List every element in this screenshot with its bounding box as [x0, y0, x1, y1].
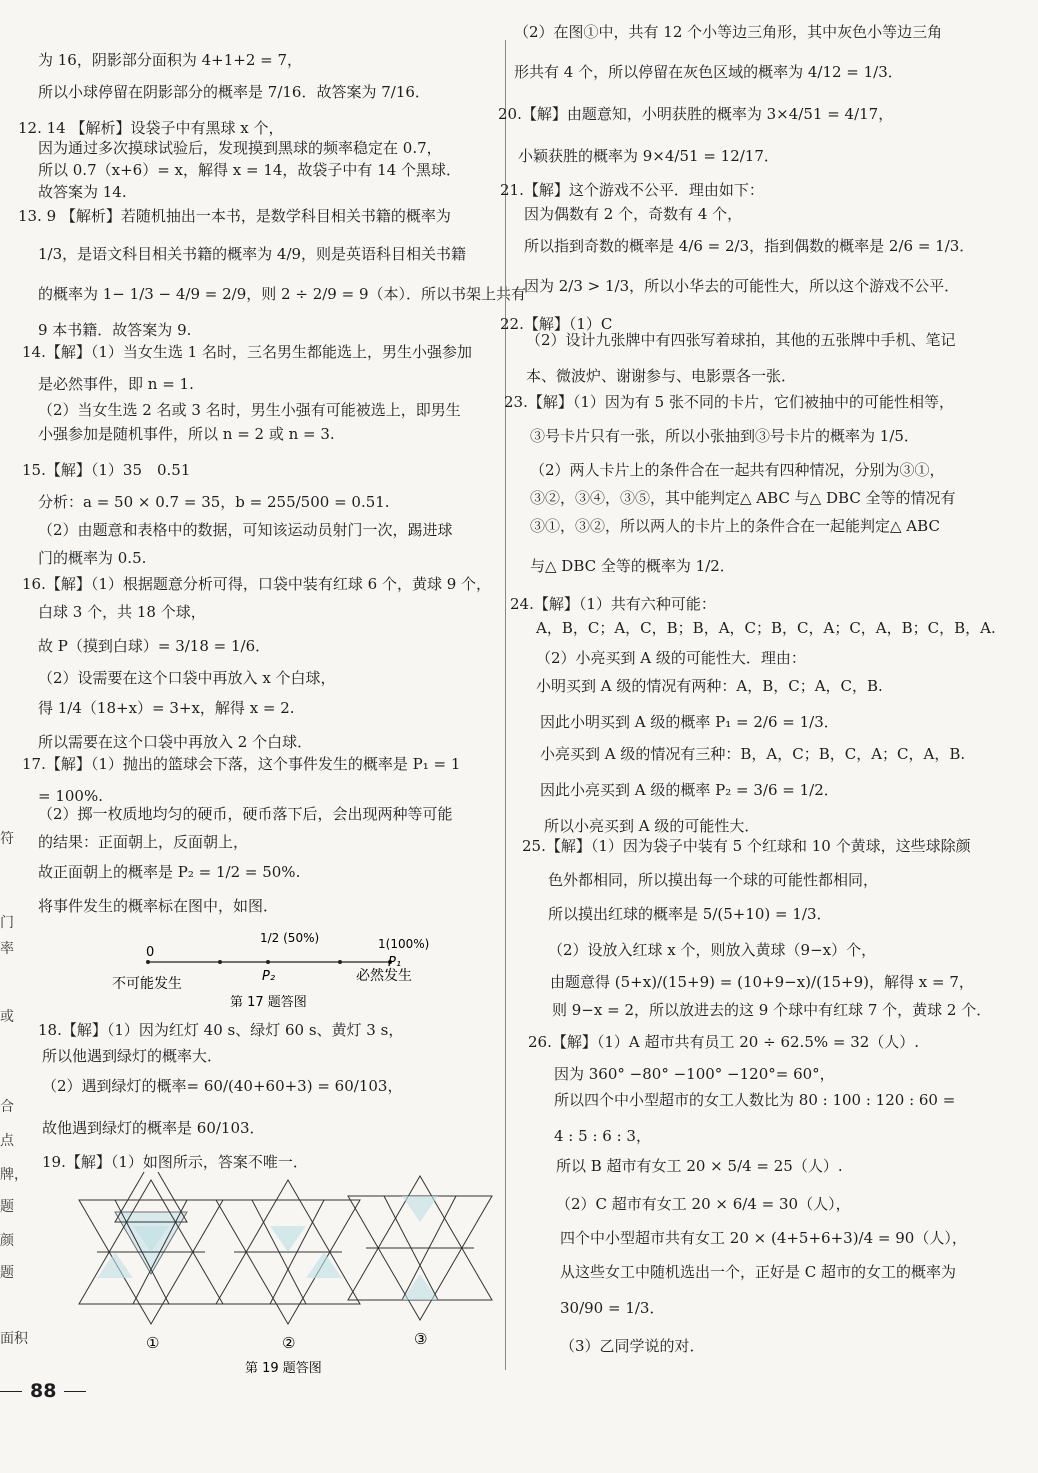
- text-line: 为 16，阴影部分面积为 4+1+2 = 7，: [38, 51, 303, 69]
- text-line: 从这些女工中随机选出一个，正好是 C 超市的女工的概率为: [560, 1263, 957, 1281]
- text-line: 与△ DBC 全等的概率为 1/2．: [530, 557, 735, 575]
- text-line: 四个中小型超市共有女工 20 × (4+5+6+3)/4 = 90（人），: [560, 1229, 967, 1247]
- edge-fragment: 门: [0, 915, 14, 931]
- text-line: 所以四个中小型超市的女工人数比为 80 : 100 : 120 : 60 =: [554, 1091, 956, 1109]
- text-line: 所以他遇到绿灯的概率大．: [42, 1047, 223, 1065]
- text-line: 20.【解】由题意知，小明获胜的概率为 3×4/51 = 4/17，: [498, 105, 894, 123]
- text-line: 色外都相同，所以摸出每一个球的可能性都相同，: [548, 871, 879, 889]
- text-line: （2）在图①中，共有 12 个小等边三角形，其中灰色小等边三角: [514, 23, 943, 41]
- fig17-caption: 第 17 题答图: [230, 995, 307, 1010]
- edge-fragment: 合: [0, 1099, 14, 1115]
- text-line: 因为 360° −80° −100° −120°= 60°，: [554, 1065, 835, 1083]
- text-line: 19.【解】（1）如图所示，答案不唯一．: [42, 1153, 308, 1171]
- text-line: 则 9−x = 2，所以放进去的这 9 个球中有红球 7 个，黄球 2 个．: [552, 1001, 992, 1019]
- edge-fragment: 或: [0, 1009, 14, 1025]
- text-line: 故 P（摸到白球）= 3/18 = 1/6．: [38, 637, 271, 655]
- text-line: 因为通过多次摸球试验后，发现摸到黑球的频率稳定在 0.7，: [38, 139, 442, 157]
- edge-fragment: 面积: [0, 1331, 28, 1347]
- text-line: 9 本书籍．故答案为 9.: [38, 321, 192, 339]
- fig17-left-label: 不可能发生: [112, 976, 182, 992]
- text-line: 故答案为 14.: [38, 183, 127, 201]
- edge-fragment: 题: [0, 1199, 14, 1215]
- text-line: 所以指到奇数的概率是 4/6 = 2/3，指到偶数的概率是 2/6 = 1/3．: [524, 237, 975, 255]
- fig17-right-value: 1(100%): [378, 937, 430, 951]
- text-line: 形共有 4 个，所以停留在灰色区域的概率为 4/12 = 1/3．: [514, 63, 903, 81]
- fig17-left-value: 0: [146, 945, 155, 960]
- text-line: 故他遇到绿灯的概率是 60/103．: [42, 1119, 265, 1137]
- text-line: 的结果：正面朝上，反面朝上，: [38, 833, 249, 851]
- text-line: 由题意得 (5+x)/(15+9) = (10+9−x)/(15+9)，解得 x = 7，: [550, 973, 974, 991]
- text-line: 得 1/4（18+x）= 3+x，解得 x = 2.: [38, 699, 295, 717]
- text-line: 26.【解】（1）A 超市共有员工 20 ÷ 62.5% = 32（人）.: [528, 1033, 920, 1051]
- text-line: （3）乙同学说的对．: [560, 1337, 705, 1355]
- text-line: 因为 2/3 > 1/3，所以小华去的可能性大，所以这个游戏不公平．: [524, 277, 960, 295]
- text-line: 25.【解】（1）因为袋子中装有 5 个红球和 10 个黄球，这些球除颜: [522, 837, 971, 855]
- fig17-right-label: 必然发生: [356, 968, 412, 984]
- fig17-mid-value: 1/2 (50%): [260, 931, 320, 945]
- text-line: （2）小亮买到 A 级的可能性大．理由：: [536, 649, 806, 667]
- page-number: 88: [0, 1380, 86, 1402]
- text-line: 30/90 = 1/3．: [560, 1299, 665, 1317]
- text-line: 24.【解】（1）共有六种可能：: [510, 595, 716, 613]
- fig19-label-1: ①: [146, 1334, 160, 1352]
- text-line: （2）设需要在这个口袋中再放入 x 个白球，: [38, 669, 336, 687]
- fig19-caption: 第 19 题答图: [245, 1361, 322, 1376]
- text-line: 小强参加是随机事件，所以 n = 2 或 n = 3.: [38, 425, 335, 443]
- text-line: 16.【解】（1）根据题意分析可得，口袋中装有红球 6 个，黄球 9 个，: [22, 575, 492, 593]
- text-line: 23.【解】（1）因为有 5 张不同的卡片，它们被抽中的可能性相等，: [504, 393, 954, 411]
- text-line: 因为偶数有 2 个，奇数有 4 个，: [524, 205, 743, 223]
- text-line: 故正面朝上的概率是 P₂ = 1/2 = 50%.: [38, 863, 301, 881]
- text-line: 分析：a = 50 × 0.7 = 35，b = 255/500 = 0.51.: [38, 493, 390, 511]
- text-line: 18.【解】（1）因为红灯 40 s、绿灯 60 s、黄灯 3 s，: [38, 1021, 404, 1039]
- text-line: 门的概率为 0.5.: [38, 549, 147, 567]
- text-line: 的概率为 1− 1/3 − 4/9 = 2/9，则 2 ÷ 2/9 = 9（本）．所以书架上共有: [38, 285, 526, 303]
- text-line: 所以 0.7（x+6）= x，解得 x = 14，故袋子中有 14 个黑球．: [38, 161, 462, 179]
- edge-fragment: 题: [0, 1265, 14, 1281]
- fig17-p2-label: P₂: [262, 969, 276, 984]
- edge-fragment: 符: [0, 831, 14, 847]
- text-line: ③②，③④，③⑤，其中能判定△ ABC 与△ DBC 全等的情况有: [530, 489, 956, 507]
- fig17-number-line: [100, 928, 440, 1023]
- text-line: （2）遇到绿灯的概率= 60/(40+60+3) = 60/103，: [42, 1077, 403, 1095]
- text-line: 所以 B 超市有女工 20 × 5/4 = 25（人）.: [556, 1157, 843, 1175]
- fig19-star-figures: [70, 1172, 500, 1382]
- text-line: 所以小亮买到 A 级的可能性大．: [544, 817, 760, 835]
- text-line: 小亮买到 A 级的情况有三种：B，A，C；B，C，A；C，A，B.: [540, 745, 966, 763]
- fig17-p1-label: P₁: [388, 955, 402, 970]
- text-line: 1/3，是语文科目相关书籍的概率为 4/9，则是英语科目相关书籍: [38, 245, 467, 263]
- text-line: 4 : 5 : 6 : 3，: [554, 1127, 651, 1145]
- text-line: 小明买到 A 级的情况有两种：A，B，C；A，C，B.: [536, 677, 883, 695]
- text-line: 所以需要在这个口袋中再放入 2 个白球．: [38, 733, 313, 751]
- text-line: A，B，C；A，C，B；B，A，C；B，C，A；C，A，B；C，B，A.: [536, 619, 996, 637]
- edge-fragment: 牌，: [0, 1167, 28, 1183]
- text-line: 所以小球停留在阴影部分的概率是 7/16．故答案为 7/16．: [38, 83, 430, 101]
- edge-fragment: 率: [0, 941, 14, 957]
- text-line: （2）C 超市有女工 20 × 6/4 = 30（人），: [556, 1195, 851, 1213]
- text-line: 12. 14 【解析】设袋子中有黑球 x 个，: [18, 119, 284, 137]
- text-line: 13. 9 【解析】若随机抽出一本书，是数学科目相关书籍的概率为: [18, 207, 451, 225]
- text-line: 15.【解】（1）35 0.51: [22, 461, 191, 479]
- text-line: 17.【解】（1）抛出的篮球会下落，这个事件发生的概率是 P₁ = 1: [22, 755, 461, 773]
- text-line: （2）掷一枚质地均匀的硬币，硬币落下后，会出现两种等可能: [38, 805, 453, 823]
- text-line: 因此小亮买到 A 级的概率 P₂ = 3/6 = 1/2．: [540, 781, 839, 799]
- text-line: = 100%.: [38, 787, 103, 805]
- text-line: ③号卡片只有一张，所以小张抽到③号卡片的概率为 1/5．: [530, 427, 919, 445]
- fig19-label-3: ③: [414, 1330, 428, 1348]
- text-line: 所以摸出红球的概率是 5/(5+10) = 1/3．: [548, 905, 832, 923]
- text-line: 是必然事件，即 n = 1.: [38, 375, 194, 393]
- text-line: （2）设计九张牌中有四张写着球拍，其他的五张牌中手机、笔记: [526, 331, 956, 349]
- text-line: 14.【解】（1）当女生选 1 名时，三名男生都能选上，男生小强参加: [22, 343, 472, 361]
- text-line: （2）由题意和表格中的数据，可知该运动员射门一次，踢进球: [38, 521, 453, 539]
- text-line: （2）当女生选 2 名或 3 名时，男生小强有可能被选上，即男生: [38, 401, 461, 419]
- fig19-label-2: ②: [282, 1334, 296, 1352]
- text-line: （2）设放入红球 x 个，则放入黄球（9−x）个，: [548, 941, 877, 959]
- text-line: 白球 3 个，共 18 个球，: [38, 603, 206, 621]
- text-line: 将事件发生的概率标在图中，如图．: [38, 897, 279, 915]
- text-line: （2）两人卡片上的条件合在一起共有四种情况，分别为③①，: [530, 461, 945, 479]
- text-line: 小颖获胜的概率为 9×4/51 = 12/17．: [518, 147, 779, 165]
- text-line: ③①，③②，所以两人的卡片上的条件合在一起能判定△ ABC: [530, 517, 940, 535]
- column-divider: [505, 40, 506, 1370]
- text-line: 22.【解】（1）C: [500, 315, 613, 333]
- text-line: 本、微波炉、谢谢参与、电影票各一张．: [526, 367, 797, 385]
- text-line: 因此小明买到 A 级的概率 P₁ = 2/6 = 1/3．: [540, 713, 839, 731]
- edge-fragment: 颜: [0, 1233, 14, 1249]
- edge-fragment: 点: [0, 1133, 14, 1149]
- text-line: 21.【解】这个游戏不公平．理由如下：: [500, 181, 764, 199]
